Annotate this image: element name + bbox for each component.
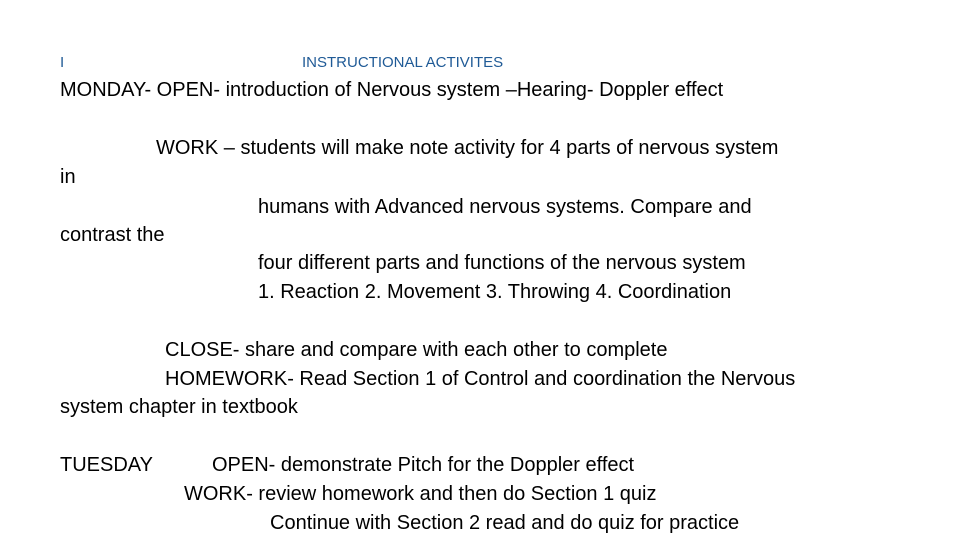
header-title: INSTRUCTIONAL ACTIVITES	[302, 54, 504, 71]
tuesday-continue-line: Continue with Section 2 read and do quiz for practice	[270, 512, 740, 534]
monday-work-line: WORK – students will make note activity for 4 parts of nervous system	[156, 137, 779, 159]
tuesday-work-line: WORK- review homework and then do Section 1 quiz	[184, 483, 657, 505]
monday-humans-line: humans with Advanced nervous systems. Compare and	[258, 196, 752, 218]
monday-reaction-line: 1. Reaction 2. Movement 3. Throwing 4. Coordination	[258, 281, 732, 303]
monday-in-word: in	[60, 166, 76, 188]
monday-four-parts-line: four different parts and functions of the nervous system	[258, 252, 746, 274]
monday-open-line: MONDAY- OPEN- introduction of Nervous system –Hearing- Doppler effect	[60, 79, 724, 101]
monday-close-line: CLOSE- share and compare with each other to complete	[165, 339, 668, 361]
tuesday-open-line: OPEN- demonstrate Pitch for the Doppler effect	[212, 454, 635, 476]
monday-system-line: system chapter in textbook	[60, 396, 298, 418]
monday-contrast-word: contrast the	[60, 224, 165, 246]
monday-homework-line: HOMEWORK- Read Section 1 of Control and coordination the Nervous	[165, 368, 796, 390]
tuesday-day-label: TUESDAY	[60, 454, 153, 476]
header-marker: I	[60, 54, 65, 71]
